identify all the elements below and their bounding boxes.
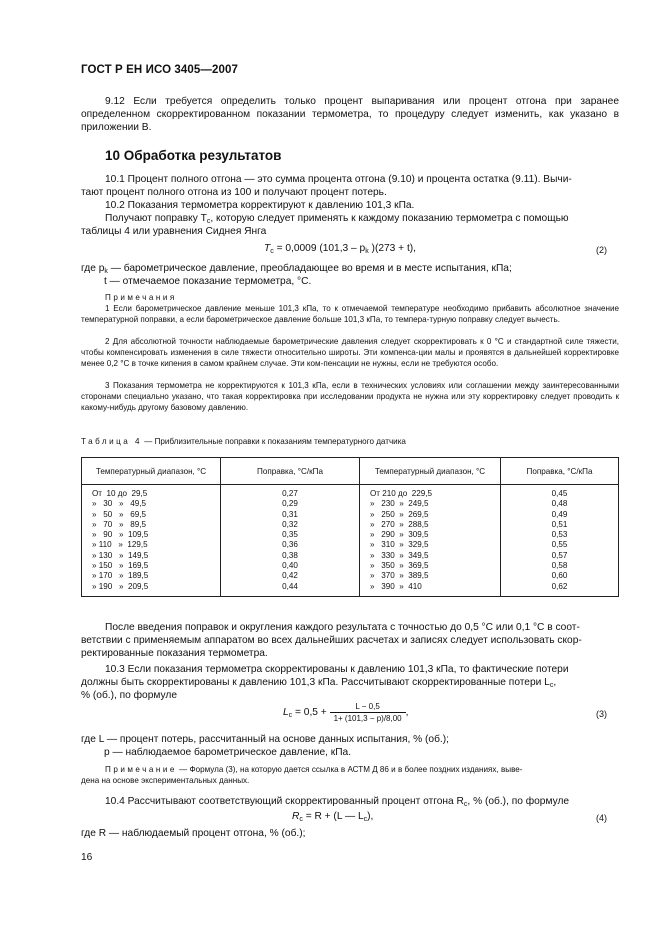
- table-cell-range: » 250 » 269,5: [370, 509, 429, 519]
- table-header-correction-right: Поправка, °С/кПа: [501, 458, 619, 485]
- formula-4-number: (4): [596, 813, 607, 823]
- where-pk: где $p_k$ — барометрическое давление, преобладающее во время и в месте испытания, кПа;: [81, 263, 512, 275]
- formula-2-number: (2): [596, 245, 607, 255]
- where-t: t — отмечаемое показание термометра, °С.: [104, 276, 312, 287]
- table-cell-range: » 350 » 369,5: [370, 561, 429, 571]
- table-cell-range: » 330 » 349,5: [370, 550, 429, 560]
- table-cell-range: » 130 » 149,5: [92, 550, 149, 560]
- note-3: 3 Показания термометра не корректируются к 101,3 кПа, если в технических условиях или соглашении между заинтересованными сторонами специально указано, что такая корректировка при исследовании продукта не нужна или эту корректировку следует проводить к какому-нибудь другому базовому давлению.: [81, 381, 619, 412]
- table-cell-correction: 0,27: [282, 489, 298, 498]
- note-formula-3: [81, 764, 619, 786]
- note-1: 1 Если барометрическое давление меньше 101,3 кПа, то к отмечаемой температуре необходимо прибавить абсолютное значение температурной поправки, а если барометрическое давление больше 101,3 кПа, то темпера-турную поправку следует вычесть.: [81, 304, 619, 324]
- table-cell-correction: 0,45: [551, 489, 568, 498]
- table-cell-range: » 50 » 69,5: [92, 509, 146, 519]
- table-4-caption: Таблица 4 — Приблизительные поправки к показаниям температурного датчика: [81, 437, 406, 446]
- document-header: ГОСТ Р ЕН ИСО 3405—2007: [81, 64, 238, 76]
- where-p: p — наблюдаемое барометрическое давление, кПа.: [104, 747, 352, 758]
- paragraph-10-3-line3: % (об.), по формуле: [81, 690, 177, 701]
- formula-3-numerator: L − 0,5: [330, 701, 406, 713]
- table-cell-correction: 0,60: [551, 571, 568, 581]
- paragraph-10-4: [81, 795, 619, 808]
- table-header-range-right: Температурный диапазон, °С: [360, 458, 501, 485]
- table-cell-correction: 0,36: [282, 540, 298, 550]
- paragraph-10-2-line1: 10.2 Показания термометра корректируют к давлению 101,3 кПа.: [105, 200, 415, 211]
- paragraph-10-3-line1: 10.3 Если показания термометра скорректированы к давлению 101,3 кПа, то фактические потери: [105, 664, 569, 675]
- table-cell-range: » 270 » 288,5: [370, 519, 429, 529]
- paragraph-10-3-line2: должны быть скорректированы к давлению 101,3 кПа. Рассчитывают скорректированные потери $L_c$,: [81, 677, 557, 689]
- paragraph-after-table: [81, 621, 619, 660]
- table-cell-range: » 90 » 109,5: [92, 530, 149, 540]
- table-cell-correction: 0,42: [282, 571, 298, 581]
- table-4: [81, 457, 619, 597]
- table-cell-correction: 0,57: [551, 550, 568, 560]
- note-formula-3-line2: дена на основе экспериментальных данных.: [81, 776, 250, 785]
- notes-title: Примечания: [105, 293, 177, 302]
- table-cell-range: » 150 » 169,5: [92, 561, 149, 571]
- paragraph-9-12: 9.12 Если требуется определить только процент выпаривания или процент отгона при заранее определенном скорректированном показании термометра, то процедуру следует изменить, как указано в приложении В.: [81, 96, 619, 133]
- paragraph-10-3: [81, 663, 619, 702]
- table-cell-correction: 0,38: [282, 550, 298, 560]
- table-cell-correction: 0,31: [282, 509, 298, 519]
- note-formula-3-line1: Примечание — Формула (3), на которую дается ссылка в АСТМ Д 86 и в более поздних изданиях, выве-: [105, 765, 523, 774]
- right-value-column: [501, 485, 619, 597]
- paragraph-10-2: [81, 199, 619, 238]
- table-cell-correction: 0,35: [282, 530, 298, 540]
- where-L: где L — процент потерь, рассчитанный на основе данных испытания, % (об.);: [81, 734, 449, 745]
- formula-3-number: (3): [596, 709, 607, 719]
- table-cell-range: От 210 до 229,5: [370, 489, 432, 498]
- table-cell-range: » 370 » 389,5: [370, 571, 429, 581]
- table-cell-correction: 0,62: [551, 581, 568, 591]
- formula-3: $L_c = 0,5$ + $\frac{L - 0,5}{1+ (101,3 - p)/8,00}$ ,: [283, 702, 409, 723]
- right-range-column: [360, 485, 501, 597]
- table-cell-correction: 0,32: [282, 519, 298, 529]
- table-header-range-left: Температурный диапазон, °С: [82, 458, 221, 485]
- formula-3-fraction: [330, 701, 406, 724]
- paragraph-after-table-line2: ветствии с применяемым аппаратом во всех дальнейших расчетах и записях следует использовать скор-: [81, 635, 582, 646]
- table-cell-range: » 310 » 329,5: [370, 540, 429, 550]
- paragraph-10-1-line1: 10.1 Процент полного отгона — это сумма процента отгона (9.10) и процента остатка (9.11). Вычи-: [105, 174, 572, 185]
- table-cell-range: » 190 » 209,5: [92, 581, 149, 591]
- paragraph-10-1: [81, 173, 619, 199]
- formula-4: $R_c = R + (L$ — $L_c$),: [292, 811, 374, 823]
- formula-2: $T_c = 0,0009$ ($101,3 - p_k$ )(273 + t),: [264, 243, 416, 255]
- table-cell-correction: 0,55: [551, 540, 568, 550]
- where-block-2: [81, 262, 619, 288]
- table-cell-correction: 0,49: [551, 509, 568, 519]
- paragraph-after-table-line1: После введения поправок и округления каждого результата с точностью до 0,5 °С или 0,1 °С в соот-: [105, 622, 580, 633]
- table-cell-correction: 0,48: [551, 499, 568, 509]
- table-cell-correction: 0,51: [551, 519, 568, 529]
- table-cell-range: » 170 » 189,5: [92, 571, 149, 581]
- formula-3-denominator: 1+ (101,3 − p)/8,00: [333, 714, 402, 723]
- where-block-3: [81, 733, 619, 759]
- note-2: 2 Для абсолютной точности наблюдаемые барометрические давления следует скорректировать к 0 °С и стандартной силе тяжести, чтобы компенсировать изменения в силе тяжести относительно широты. Эти компенса-ции малы и проявятся в дальнейшей корректировке менее 0,2 °С в точке кипения в самом крайнем случае. Эти ком-пенсации не нужны, если не требуются особо.: [81, 337, 619, 368]
- table-cell-range: » 30 » 49,5: [92, 499, 146, 509]
- paragraph-10-2-line2: Получают поправку $T_c$, которую следует применять к каждому показанию термометра с помощью: [105, 213, 569, 225]
- table-header-correction-left: Поправка, °С/кПа: [221, 458, 360, 485]
- table-cell-correction: 0,58: [551, 561, 568, 571]
- paragraph-10-4-line1: 10.4 Рассчитывают соответствующий скорректированный процент отгона $R_c$, % (об.), по формуле: [105, 796, 570, 808]
- paragraph-10-1-line2: тают процент полного отгона из 100 и получают процент потерь.: [81, 187, 387, 198]
- left-value-column: [221, 485, 360, 597]
- where-R: где R — наблюдаемый процент отгона, % (об.);: [81, 828, 306, 839]
- table-cell-correction: 0,44: [282, 581, 298, 591]
- table-cell-range: От 10 до 29,5: [92, 489, 148, 498]
- table-cell-correction: 0,40: [282, 561, 298, 571]
- table-cell-range: » 110 » 129,5: [92, 540, 148, 550]
- table-cell-range: » 390 » 410: [370, 581, 422, 591]
- paragraph-after-table-line3: ректированные показания термометра.: [81, 648, 268, 659]
- section-title: 10 Обработка результатов: [105, 148, 282, 163]
- table-cell-range: » 230 » 249,5: [370, 499, 429, 509]
- table-cell-correction: 0,53: [551, 530, 568, 540]
- table-cell-correction: 0,29: [282, 499, 298, 509]
- paragraph-10-2-line3: таблицы 4 или уравнения Сиднея Янга: [81, 226, 267, 237]
- table-cell-range: » 290 » 309,5: [370, 530, 429, 540]
- table-cell-range: » 70 » 89,5: [92, 519, 146, 529]
- page-number: 16: [81, 852, 93, 863]
- left-range-column: [82, 485, 221, 597]
